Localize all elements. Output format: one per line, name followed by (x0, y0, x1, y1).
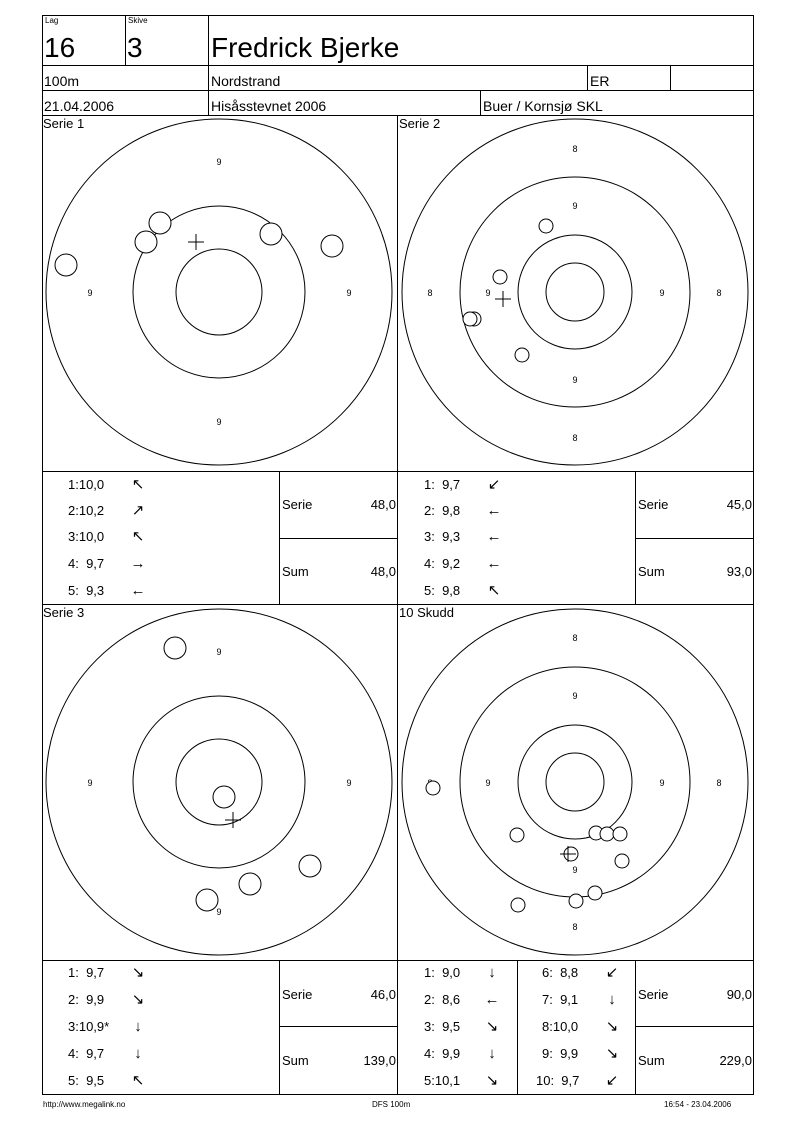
ring-label: 9 (485, 288, 491, 298)
direction-arrow-icon: ↘ (131, 964, 145, 981)
shot-hole (613, 827, 627, 841)
direction-arrow-icon: ↘ (485, 1018, 499, 1035)
lag-label: Lag (45, 16, 59, 25)
ring-label: 9 (572, 691, 578, 701)
shot-hole (426, 781, 440, 795)
shot-hole (149, 212, 171, 234)
shooter-name: Fredrick Bjerke (211, 32, 400, 63)
shot-score: 5:10,1 (424, 1073, 461, 1088)
direction-arrow-icon: ↖ (487, 582, 501, 599)
ring-label: 9 (346, 288, 352, 298)
ring-label: 9 (659, 288, 665, 298)
shot-score: 4: 9,7 (68, 556, 105, 571)
ring-label: 9 (572, 375, 578, 385)
ring-label: 8 (572, 144, 578, 154)
ring-label: 9 (216, 157, 222, 167)
serie-value: 48,0 (370, 497, 396, 512)
direction-arrow-icon: ↓ (488, 964, 496, 981)
sum-value: 93,0 (726, 564, 752, 579)
ring-label: 8 (572, 433, 578, 443)
footer-link[interactable]: http://www.megalink.no (43, 1100, 126, 1109)
shot-score: 1:10,0 (68, 477, 105, 492)
serie-label: Serie (282, 987, 313, 1002)
shot-hole (164, 637, 186, 659)
ring-label: 9 (572, 201, 578, 211)
shot-score: 3: 9,5 (424, 1019, 461, 1034)
total-target (398, 605, 753, 960)
shot-hole (135, 231, 157, 253)
direction-arrow-icon: ↖ (131, 528, 145, 545)
ring-label: 8 (427, 288, 433, 298)
shot-score: 2: 9,9 (68, 992, 105, 1007)
shot-hole (463, 312, 477, 326)
shot-score: 8:10,0 (542, 1019, 579, 1034)
shot-hole (600, 827, 614, 841)
serie2-title: Serie 2 (399, 116, 441, 131)
direction-arrow-icon: ← (484, 991, 500, 1008)
shot-score: 9: 9,9 (542, 1046, 579, 1061)
skive-value: 3 (127, 32, 143, 63)
serie-value: 46,0 (370, 987, 396, 1002)
ring-label: 9 (216, 417, 222, 427)
serie-label: Serie (282, 497, 313, 512)
ring-label: 9 (572, 865, 578, 875)
shot-score: 3:10,0 (68, 529, 105, 544)
shot-hole (299, 855, 321, 877)
shot-hole (260, 223, 282, 245)
shot-hole (239, 873, 261, 895)
shot-score: 5: 9,3 (68, 583, 105, 598)
ring-label: 9 (87, 778, 93, 788)
shot-hole (615, 854, 629, 868)
ring-label: 8 (716, 288, 722, 298)
serie3-target (43, 605, 397, 960)
shot-hole (588, 886, 602, 900)
direction-arrow-icon: ↘ (485, 1072, 499, 1089)
direction-arrow-icon: ← (486, 502, 502, 519)
sum-label: Sum (638, 564, 665, 579)
shot-score: 2: 8,6 (424, 992, 461, 1007)
lag-value: 16 (44, 32, 76, 63)
direction-arrow-icon: ↓ (134, 1018, 142, 1035)
ring-label: 8 (572, 922, 578, 932)
serie-value: 90,0 (726, 987, 752, 1002)
shot-score: 5: 9,5 (68, 1073, 105, 1088)
shot-hole (55, 254, 77, 276)
shot-hole (511, 898, 525, 912)
class: ER (590, 73, 610, 89)
group-center-mark (188, 234, 204, 250)
ring-label: 9 (485, 778, 491, 788)
shot-hole (196, 889, 218, 911)
shot-score: 3: 9,3 (424, 529, 461, 544)
venue: Buer / Kornsjø SKL (483, 98, 603, 114)
shot-hole (510, 828, 524, 842)
direction-arrow-icon: ↓ (488, 1045, 496, 1062)
shot-score: 4: 9,7 (68, 1046, 105, 1061)
serie-label: Serie (638, 497, 669, 512)
group-center-mark (495, 291, 511, 307)
sum-label: Sum (282, 1053, 309, 1068)
ring-label: 9 (659, 778, 665, 788)
ring-label: 8 (716, 778, 722, 788)
shot-score: 6: 8,8 (542, 965, 579, 980)
direction-arrow-icon: ← (130, 582, 146, 599)
ring-label: 9 (346, 778, 352, 788)
shot-hole (321, 235, 343, 257)
shot-score: 10: 9,7 (536, 1073, 580, 1088)
shot-hole (493, 270, 507, 284)
skive-label: Skive (128, 16, 148, 25)
direction-arrow-icon: ← (486, 555, 502, 572)
event: Hisåsstevnet 2006 (211, 98, 327, 114)
date: 21.04.2006 (44, 98, 115, 114)
shot-hole (515, 348, 529, 362)
direction-arrow-icon: ↘ (605, 1045, 619, 1062)
direction-arrow-icon: ↘ (131, 991, 145, 1008)
shot-score: 7: 9,1 (542, 992, 579, 1007)
shot-score: 1: 9,7 (424, 477, 461, 492)
shot-score: 1: 9,0 (424, 965, 461, 980)
direction-arrow-icon: ↘ (605, 1018, 619, 1035)
direction-arrow-icon: ↙ (605, 1072, 619, 1089)
total-title: 10 Skudd (399, 605, 454, 620)
direction-arrow-icon: ↖ (131, 1072, 145, 1089)
shot-score: 3:10,9* (68, 1019, 110, 1034)
shot-score: 1: 9,7 (68, 965, 105, 980)
shot-hole (213, 786, 235, 808)
shot-hole (569, 894, 583, 908)
group-center-mark (225, 812, 241, 828)
shot-score: 2: 9,8 (424, 503, 461, 518)
shot-score: 5: 9,8 (424, 583, 461, 598)
club: Nordstrand (211, 73, 281, 89)
sum-label: Sum (638, 1053, 665, 1068)
serie3-title: Serie 3 (43, 605, 85, 620)
direction-arrow-icon: ← (486, 528, 502, 545)
footer-timestamp: 16:54 - 23.04.2006 (664, 1100, 732, 1109)
distance: 100m (44, 73, 80, 89)
serie2-target (398, 116, 753, 471)
shot-hole (539, 219, 553, 233)
shot-score: 4: 9,9 (424, 1046, 461, 1061)
footer-center: DFS 100m (372, 1100, 411, 1109)
direction-arrow-icon: → (130, 555, 146, 572)
serie1-target (43, 116, 397, 471)
ring-label: 9 (87, 288, 93, 298)
serie-value: 45,0 (726, 497, 752, 512)
direction-arrow-icon: ↙ (605, 964, 619, 981)
direction-arrow-icon: ↗ (131, 502, 145, 519)
shot-score: 2:10,2 (68, 503, 105, 518)
direction-arrow-icon: ↖ (131, 476, 145, 493)
sum-label: Sum (282, 564, 309, 579)
ring-label: 8 (572, 633, 578, 643)
direction-arrow-icon: ↓ (608, 991, 616, 1008)
serie1-title: Serie 1 (43, 116, 85, 131)
direction-arrow-icon: ↙ (487, 476, 501, 493)
serie-label: Serie (638, 987, 669, 1002)
ring-label: 9 (216, 907, 222, 917)
sum-value: 229,0 (719, 1053, 752, 1068)
sum-value: 48,0 (370, 564, 396, 579)
sum-value: 139,0 (363, 1053, 396, 1068)
shot-score: 4: 9,2 (424, 556, 461, 571)
direction-arrow-icon: ↓ (134, 1045, 142, 1062)
ring-label: 9 (216, 647, 222, 657)
